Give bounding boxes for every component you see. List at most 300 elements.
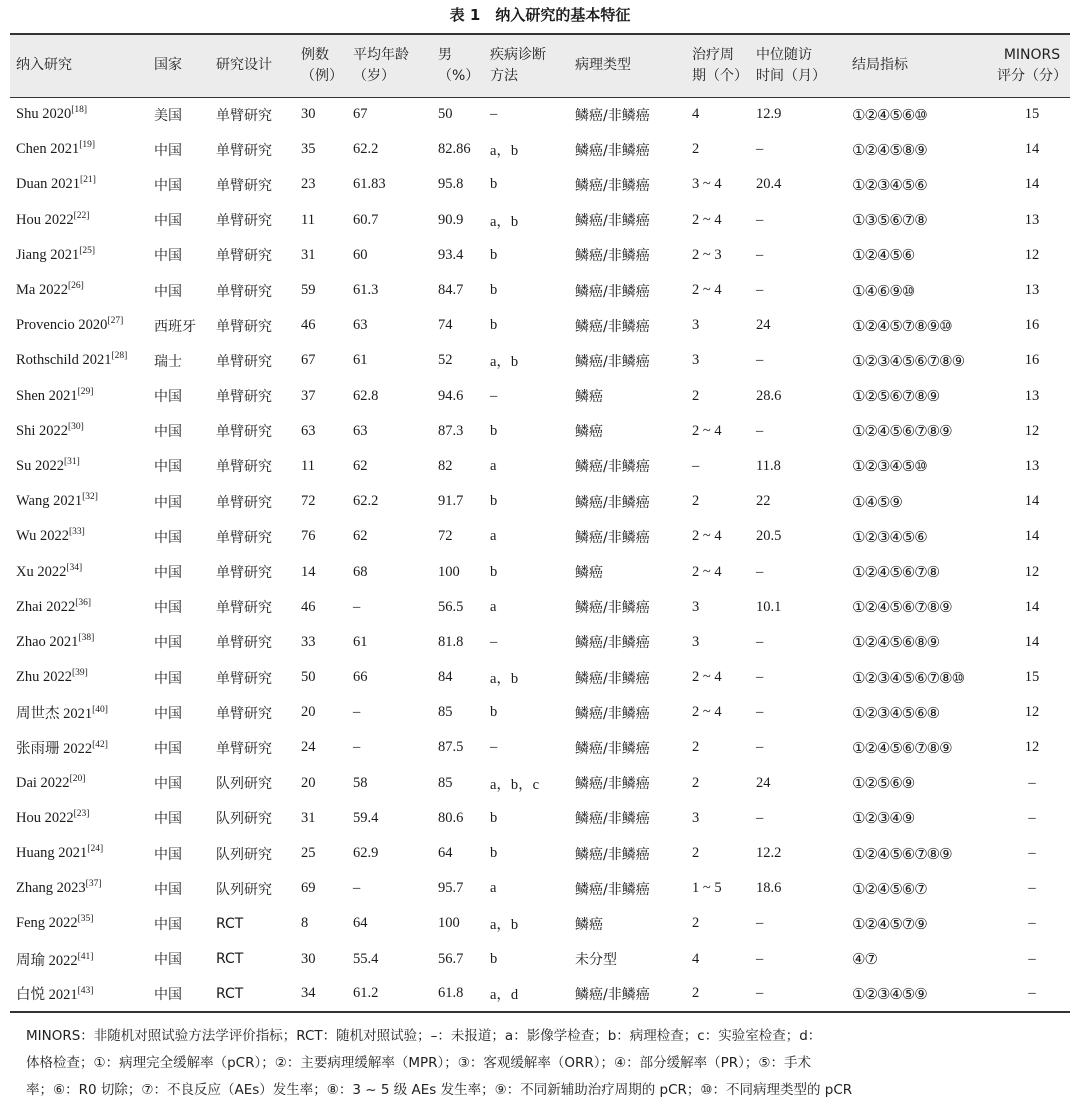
cell-diag: b xyxy=(490,563,498,580)
cell-path: 鳞癌/非鳞癌 xyxy=(575,494,650,511)
col-header-line: （岁） xyxy=(353,67,395,84)
cell-cycles: 3 xyxy=(692,809,700,826)
reference-citation: [39] xyxy=(71,668,88,679)
cell-male: 93.4 xyxy=(438,246,464,263)
cell-path: 鳞癌/非鳞癌 xyxy=(575,248,650,265)
cell-minors: 16 xyxy=(1024,352,1040,369)
cell-cycles: 2 xyxy=(692,493,700,510)
reference-citation: [30] xyxy=(67,421,84,432)
cell-country: 瑞士 xyxy=(154,353,182,370)
cell-n: 8 xyxy=(301,915,309,932)
cell-design: 单臂研究 xyxy=(216,283,272,300)
col-header-line: 结局指标 xyxy=(852,57,908,74)
cell-followup: – xyxy=(756,950,764,967)
cell-outcomes: ①②④⑤⑥⑦⑧⑨ xyxy=(852,738,952,757)
cell-cycles: 2 xyxy=(692,915,700,932)
table-row xyxy=(10,414,1070,449)
cell-cycles: 3 ~ 4 xyxy=(692,176,722,193)
cell-male: 74 xyxy=(438,317,453,334)
cell-cycles: 3 xyxy=(692,598,700,615)
cell-outcomes: ①②③④⑤⑨ xyxy=(846,977,994,1012)
col-header-country xyxy=(148,34,210,97)
cell-male: 84.7 xyxy=(438,282,464,299)
cell-age: – xyxy=(353,598,361,615)
table-row xyxy=(10,836,1070,871)
cell-outcomes: ①②④⑤⑥⑦ xyxy=(852,879,927,898)
cell-n: 20 xyxy=(301,704,316,721)
cell-age: – xyxy=(353,704,361,721)
cell-design: 单臂研究 xyxy=(216,107,272,124)
col-header-line: MINORS xyxy=(1003,46,1061,63)
col-header-design xyxy=(210,34,295,97)
col-header-line: 治疗周 xyxy=(692,46,734,63)
cell-design: 单臂研究 xyxy=(216,635,272,652)
cell-diag: b xyxy=(490,246,498,263)
cell-country: 中国 xyxy=(154,459,182,476)
cell-country: 美国 xyxy=(154,107,182,124)
cell-country: 中国 xyxy=(154,846,182,863)
cell-outcomes: ①④⑥⑨⑩ xyxy=(852,281,915,300)
cell-n: 14 xyxy=(301,563,316,580)
cell-outcomes: ①②④⑤⑦⑧⑨⑩ xyxy=(852,316,952,335)
cell-male: 87.5 xyxy=(438,739,464,756)
cell-path: 鳞癌/非鳞癌 xyxy=(575,318,650,335)
cell-followup: 10.1 xyxy=(756,598,782,615)
cell-n: 46 xyxy=(301,598,316,615)
cell-diag: b xyxy=(490,317,498,334)
cell-outcomes: ①④⑤⑨ xyxy=(852,492,902,511)
cell-outcomes: ①②④⑤⑥⑧⑨ xyxy=(852,633,940,652)
cell-male: 85 xyxy=(438,774,453,791)
cell-n: 69 xyxy=(301,880,316,897)
cell-path: 鳞癌/非鳞癌 xyxy=(575,635,650,652)
cell-age: 62 xyxy=(353,457,368,474)
cell-diag: b xyxy=(490,282,498,299)
cell-cycles: 1 ~ 5 xyxy=(692,880,722,897)
col-header-line: 男 xyxy=(438,46,452,63)
cell-minors: 14 xyxy=(1024,493,1040,510)
cell-path: 鳞癌 xyxy=(575,565,603,582)
cell-followup: 22 xyxy=(756,493,771,510)
cell-male: 81.8 xyxy=(438,633,464,650)
cell-followup: – xyxy=(756,809,764,826)
cell-minors: – xyxy=(994,977,1070,1012)
cell-followup: – xyxy=(756,563,764,580)
cell-age: 60 xyxy=(353,246,368,263)
cell-design: 单臂研究 xyxy=(216,177,272,194)
col-header-line: 疾病诊断 xyxy=(490,46,546,63)
cell-country: 中国 xyxy=(154,529,182,546)
cell-followup: 11.8 xyxy=(756,457,781,474)
cell-outcomes: ①②⑤⑥⑨ xyxy=(852,774,915,793)
cell-male: 50 xyxy=(438,106,453,123)
cell-minors: 13 xyxy=(1024,387,1040,404)
cell-design: 单臂研究 xyxy=(216,213,272,230)
cell-minors: 14 xyxy=(1024,176,1040,193)
table-row xyxy=(10,625,1070,660)
col-header-minors xyxy=(994,34,1070,97)
cell-n: 67 xyxy=(301,352,316,369)
cell-diag: a xyxy=(490,880,497,897)
cell-age: 61 xyxy=(353,633,368,650)
table-row xyxy=(10,942,1070,977)
cell-cycles: 2 ~ 4 xyxy=(692,528,722,545)
cell-study: Chen 2021[19] xyxy=(16,140,96,158)
cell-male: 56.5 xyxy=(438,598,464,615)
cell-followup: 18.6 xyxy=(756,880,782,897)
cell-cycles: 2 ~ 4 xyxy=(692,704,722,721)
cell-followup: – xyxy=(756,422,764,439)
col-header-line: 时间（月） xyxy=(756,67,826,84)
cell-country: 中国 xyxy=(154,177,182,194)
cell-country: 西班牙 xyxy=(154,318,196,335)
cell-design: RCT xyxy=(210,977,295,1012)
cell-n: 33 xyxy=(301,633,316,650)
col-header-line: 期（个） xyxy=(692,67,748,84)
cell-design: 队列研究 xyxy=(216,811,272,828)
cell-cycles: 4 xyxy=(692,106,700,123)
cell-age: 68 xyxy=(353,563,368,580)
table-row xyxy=(10,766,1070,801)
cell-minors: 13 xyxy=(1024,282,1040,299)
cell-minors: – xyxy=(1028,950,1036,967)
cell-design: 单臂研究 xyxy=(216,529,272,546)
cell-outcomes: ①③⑤⑥⑦⑧ xyxy=(852,211,927,230)
cell-study: Zhu 2022[39] xyxy=(16,668,88,686)
table-row xyxy=(10,519,1070,554)
table-row xyxy=(10,871,1070,906)
col-header-line: 方法 xyxy=(490,67,518,84)
cell-followup: 28.6 xyxy=(756,387,782,404)
cell-followup: – xyxy=(756,915,764,932)
cell-cycles: 3 xyxy=(692,317,700,334)
cell-diag: b xyxy=(490,809,498,826)
cell-path: 鳞癌/非鳞癌 xyxy=(575,529,650,546)
cell-path: 鳞癌/非鳞癌 xyxy=(575,213,650,230)
cell-study: Zhang 2023[37] xyxy=(16,879,102,897)
cell-minors: 13 xyxy=(1024,457,1040,474)
col-header-line: （例） xyxy=(301,67,343,84)
cell-outcomes: ①②③④⑤⑥⑧ xyxy=(852,703,940,722)
cell-followup: – xyxy=(750,977,846,1012)
cell-outcomes: ①②④⑤⑥⑦⑧ xyxy=(852,563,940,582)
cell-diag: a，d xyxy=(484,977,569,1012)
cell-male: 64 xyxy=(438,845,453,862)
table-row xyxy=(10,308,1070,343)
cell-male: 80.6 xyxy=(438,809,464,826)
cell-cycles: 2 ~ 4 xyxy=(692,211,722,228)
cell-study: Wu 2022[33] xyxy=(16,527,85,545)
cell-study: Hou 2022[22] xyxy=(16,210,90,228)
col-header-line: 评分（分） xyxy=(997,67,1067,84)
reference-citation: [41] xyxy=(77,951,94,962)
cell-study: Ma 2022[26] xyxy=(16,281,84,299)
cell-male: 84 xyxy=(438,669,453,686)
cell-design: RCT xyxy=(216,951,244,968)
header-row xyxy=(10,34,1070,97)
cell-study: Zhai 2022[36] xyxy=(16,597,92,615)
cell-design: 单臂研究 xyxy=(216,459,272,476)
cell-diag: a，b xyxy=(490,143,519,160)
reference-citation: [26] xyxy=(67,281,84,292)
reference-citation: [20] xyxy=(69,773,86,784)
cell-outcomes: ①②③④⑤⑥⑦⑧⑨ xyxy=(852,351,965,370)
cell-cycles: 3 xyxy=(692,633,700,650)
cell-n: 20 xyxy=(301,774,316,791)
table-row xyxy=(10,273,1070,308)
cell-outcomes: ①②⑤⑥⑦⑧⑨ xyxy=(852,387,940,406)
table-row xyxy=(10,449,1070,484)
reference-citation: [27] xyxy=(107,316,124,327)
cell-n: 31 xyxy=(301,809,316,826)
cell-diag: b xyxy=(490,845,498,862)
table-row xyxy=(10,590,1070,625)
cell-country: 中国 xyxy=(154,248,182,265)
cell-n: 72 xyxy=(301,493,316,510)
table-row xyxy=(10,343,1070,378)
cell-design: 单臂研究 xyxy=(216,248,272,265)
table-row xyxy=(10,801,1070,836)
table-caption: 表 1 纳入研究的基本特征 xyxy=(449,6,631,24)
cell-cycles: 4 xyxy=(692,950,700,967)
cell-n: 11 xyxy=(301,457,315,474)
cell-cycles: 2 xyxy=(692,739,700,756)
table-row xyxy=(10,167,1070,202)
cell-followup: – xyxy=(756,633,764,650)
cell-path: 鳞癌/非鳞癌 xyxy=(575,353,650,370)
cell-country: 中国 xyxy=(154,705,182,722)
reference-citation: [24] xyxy=(87,844,104,855)
col-header-line: 例数 xyxy=(301,46,329,63)
cell-male: 61.8 xyxy=(432,977,484,1012)
table-row xyxy=(10,203,1070,238)
cell-design: 单臂研究 xyxy=(216,424,272,441)
cell-age: 62.2 xyxy=(353,141,379,158)
col-header-cases xyxy=(295,34,347,97)
cell-male: 100 xyxy=(438,563,460,580)
cell-path: 鳞癌/非鳞癌 xyxy=(575,705,650,722)
cell-male: 95.7 xyxy=(438,880,464,897)
cell-minors: 14 xyxy=(1024,141,1040,158)
cell-design: 单臂研究 xyxy=(216,565,272,582)
cell-age: 64 xyxy=(353,915,368,932)
cell-diag: – xyxy=(490,739,498,756)
cell-diag: b xyxy=(490,176,498,193)
table-row xyxy=(10,695,1070,730)
cell-outcomes: ①②③④⑤⑥ xyxy=(852,175,927,194)
reference-citation: [36] xyxy=(75,597,92,608)
cell-minors: 14 xyxy=(1024,633,1040,650)
cell-country: 中国 xyxy=(154,881,182,898)
cell-design: 单臂研究 xyxy=(216,494,272,511)
cell-age: 62.2 xyxy=(353,493,379,510)
cell-diag: a，b xyxy=(490,671,519,688)
cell-n: 37 xyxy=(301,387,316,404)
footnote-line: 体格检查；①：病理完全缓解率（pCR）；②：主要病理缓解率（MPR）；③：客观缓解率（ORR）；④：部分缓解率（PR）；⑤：手术 xyxy=(26,1055,811,1071)
cell-design: 单臂研究 xyxy=(216,318,272,335)
cell-followup: – xyxy=(756,282,764,299)
cell-minors: 12 xyxy=(1024,563,1040,580)
cell-country: 中国 xyxy=(154,670,182,687)
reference-citation: [19] xyxy=(79,140,96,151)
cell-minors: 14 xyxy=(1024,598,1040,615)
cell-design: 单臂研究 xyxy=(216,705,272,722)
table-row xyxy=(10,238,1070,273)
col-header-line: 病理类型 xyxy=(575,57,631,74)
cell-path: 鳞癌 xyxy=(575,916,603,933)
col-header-male xyxy=(432,34,484,97)
cell-followup: 12.9 xyxy=(756,106,782,123)
cell-country: 中国 xyxy=(154,494,182,511)
table-body xyxy=(10,97,1070,1012)
cell-followup: – xyxy=(756,739,764,756)
cell-male: 82.86 xyxy=(438,141,471,158)
cell-study: Provencio 2020[27] xyxy=(16,316,124,334)
cell-male: 87.3 xyxy=(438,422,464,439)
cell-age: 61 xyxy=(353,352,368,369)
col-header-line: 国家 xyxy=(154,57,182,74)
cell-followup: – xyxy=(756,704,764,721)
cell-diag: – xyxy=(490,106,498,123)
cell-study: Shi 2022[30] xyxy=(16,421,84,439)
cell-male: 95.8 xyxy=(438,176,464,193)
cell-minors: – xyxy=(1028,774,1036,791)
reference-citation: [21] xyxy=(80,175,96,186)
cell-cycles: 2 ~ 3 xyxy=(692,246,722,263)
cell-followup: 24 xyxy=(756,317,771,334)
reference-citation: [42] xyxy=(92,740,108,751)
table-row xyxy=(10,554,1070,589)
col-header-line: （%） xyxy=(438,67,480,84)
table-row xyxy=(10,977,1070,1012)
cell-male: 56.7 xyxy=(438,950,464,967)
cell-outcomes: ①②③④⑤⑥ xyxy=(852,527,927,546)
cell-country: 中国 xyxy=(154,916,182,933)
cell-age: 62.9 xyxy=(353,845,379,862)
cell-diag: a，b xyxy=(490,917,519,934)
cell-n: 25 xyxy=(301,845,316,862)
cell-cycles: 2 ~ 4 xyxy=(692,669,722,686)
cell-design: 单臂研究 xyxy=(216,600,272,617)
cell-design: 队列研究 xyxy=(216,776,272,793)
cell-path: 鳞癌/非鳞癌 xyxy=(575,811,650,828)
cell-outcomes: ①②③④⑨ xyxy=(852,809,915,828)
cell-age: 60.7 xyxy=(353,211,379,228)
cell-n: 35 xyxy=(301,141,316,158)
table-row xyxy=(10,97,1070,132)
table-row xyxy=(10,730,1070,765)
cell-cycles: 2 xyxy=(692,141,700,158)
cell-study: Jiang 2021[25] xyxy=(16,246,96,263)
cell-followup: – xyxy=(756,352,764,369)
cell-path: 鳞癌/非鳞癌 xyxy=(575,740,650,757)
cell-country: 中国 xyxy=(154,740,182,757)
cell-outcomes: ①②③④⑤⑩ xyxy=(852,457,927,476)
cell-male: 82 xyxy=(438,457,453,474)
cell-minors: – xyxy=(1028,915,1036,932)
col-header-study xyxy=(10,34,148,97)
cell-outcomes: ①②④⑤⑥⑦⑧⑨ xyxy=(852,844,952,863)
cell-country: 中国 xyxy=(154,811,182,828)
cell-design: 单臂研究 xyxy=(216,740,272,757)
col-header-line: 中位随访 xyxy=(756,46,812,63)
cell-age: 61.3 xyxy=(353,282,379,299)
characteristics-table xyxy=(10,33,1070,1013)
reference-citation: [35] xyxy=(77,914,94,925)
cell-path: 鳞癌/非鳞癌 xyxy=(575,283,650,300)
cell-cycles: 2 xyxy=(692,774,700,791)
cell-study: 周瑜 2022[41] xyxy=(16,951,94,969)
cell-followup: – xyxy=(756,211,764,228)
col-header-outcomes xyxy=(846,34,994,97)
cell-age: 66 xyxy=(353,669,368,686)
cell-n: 24 xyxy=(301,739,316,756)
cell-minors: 15 xyxy=(1024,669,1040,686)
cell-age: 61.83 xyxy=(353,176,386,193)
cell-study: 白悦 2021[43] xyxy=(10,977,148,1012)
cell-study: Feng 2022[35] xyxy=(16,914,94,932)
cell-path: 鳞癌/非鳞癌 xyxy=(569,977,686,1012)
cell-country: 中国 xyxy=(154,952,182,969)
cell-country: 中国 xyxy=(154,776,182,793)
cell-study: Rothschild 2021[28] xyxy=(16,351,128,369)
cell-country: 中国 xyxy=(154,600,182,617)
table-row xyxy=(10,379,1070,414)
reference-citation: [22] xyxy=(73,210,90,221)
footnote-line: 率；⑥：R0 切除；⑦：不良反应（AEs）发生率；⑧：3 ~ 5 级 AEs 发生率；⑨：不同新辅助治疗周期的 pCR；⑩：不同病理类型的 pCR xyxy=(26,1082,853,1098)
cell-age: 55.4 xyxy=(353,950,379,967)
cell-diag: a xyxy=(490,528,497,545)
cell-outcomes: ④⑦ xyxy=(852,950,877,969)
cell-male: 72 xyxy=(438,528,453,545)
cell-study: 周世杰 2021[40] xyxy=(16,705,108,723)
cell-diag: a，b xyxy=(490,213,519,230)
table-row xyxy=(10,906,1070,941)
cell-path: 鳞癌 xyxy=(575,389,603,406)
cell-country: 中国 xyxy=(154,424,182,441)
reference-citation: [37] xyxy=(85,879,102,890)
cell-country: 中国 xyxy=(154,389,182,406)
cell-minors: 12 xyxy=(1024,422,1040,439)
reference-citation: [29] xyxy=(77,386,94,397)
cell-minors: – xyxy=(1028,845,1036,862)
cell-diag: b xyxy=(490,493,498,510)
col-header-line: 平均年龄 xyxy=(353,46,409,63)
cell-diag: a，b，c xyxy=(490,776,540,793)
cell-cycles: 3 xyxy=(692,352,700,369)
cell-n: 23 xyxy=(301,176,316,193)
cell-male: 91.7 xyxy=(438,493,464,510)
cell-design: 单臂研究 xyxy=(216,353,272,370)
cell-country: 中国 xyxy=(154,213,182,230)
cell-age: 58 xyxy=(353,774,368,791)
cell-followup: 20.4 xyxy=(756,176,782,193)
cell-study: Su 2022[31] xyxy=(16,457,80,474)
cell-country: 中国 xyxy=(154,142,182,159)
cell-diag: b xyxy=(490,422,498,439)
cell-study: Huang 2021[24] xyxy=(16,844,104,862)
cell-outcomes: ①②④⑤⑦⑨ xyxy=(852,914,927,933)
cell-followup: 20.5 xyxy=(756,528,782,545)
reference-citation: [18] xyxy=(71,105,88,116)
cell-male: 94.6 xyxy=(438,387,464,404)
col-header-followup xyxy=(750,34,846,97)
cell-minors: 16 xyxy=(1024,317,1040,334)
col-header-pathology xyxy=(569,34,686,97)
cell-n: 63 xyxy=(301,422,316,439)
table-row xyxy=(10,484,1070,519)
reference-citation: [38] xyxy=(78,633,95,644)
